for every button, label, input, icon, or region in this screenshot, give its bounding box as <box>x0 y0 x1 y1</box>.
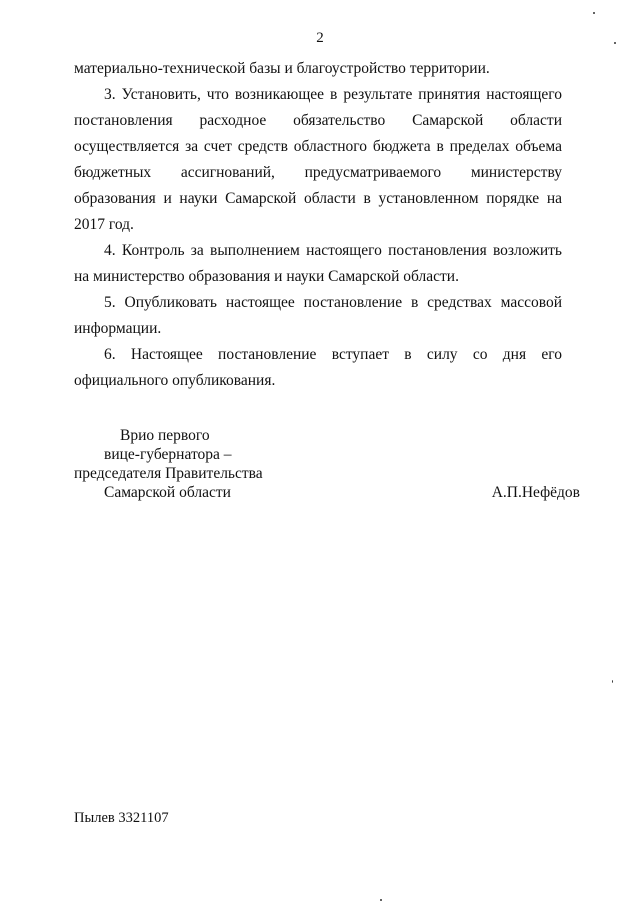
paragraph-continuation: материально-технической базы и благоустройство территории. <box>74 60 490 77</box>
paragraph-item-6: 6. Настоящее постановление вступает в силу со дня его официального опубликования. <box>74 346 562 389</box>
executor-note: Пылев 3321107 <box>74 810 169 826</box>
signatory-title-line: вице-губернатора – <box>104 446 232 463</box>
document-body <box>74 56 562 394</box>
signatory-title-line: Самарской области <box>104 484 231 501</box>
scan-speck <box>593 12 595 14</box>
scan-speck <box>612 680 613 683</box>
signatory-title <box>74 426 314 502</box>
paragraph-item-4: 4. Контроль за выполнением настоящего постановления возложить на министерство образования и науки Самарской области. <box>74 242 562 285</box>
scan-speck <box>380 899 382 901</box>
paragraph-item-3: 3. Установить, что возникающее в результате принятия настоящего постановления расходное обязательство Самарской области осуществляется за счет средств областного бюджета в пределах объема бюджетных ассигнований, предусматриваемого министерству образования и науки Самарской области в установленном порядке на 2017 год. <box>74 86 562 233</box>
signatory-title-line: председателя Правительства <box>74 465 263 482</box>
signatory-title-line: Врио первого <box>120 427 210 444</box>
signatory-name: А.П.Нефёдов <box>491 484 580 501</box>
page-number: 2 <box>316 30 324 46</box>
scan-speck <box>614 42 616 44</box>
paragraph-item-5: 5. Опубликовать настоящее постановление в средствах массовой информации. <box>74 294 562 337</box>
